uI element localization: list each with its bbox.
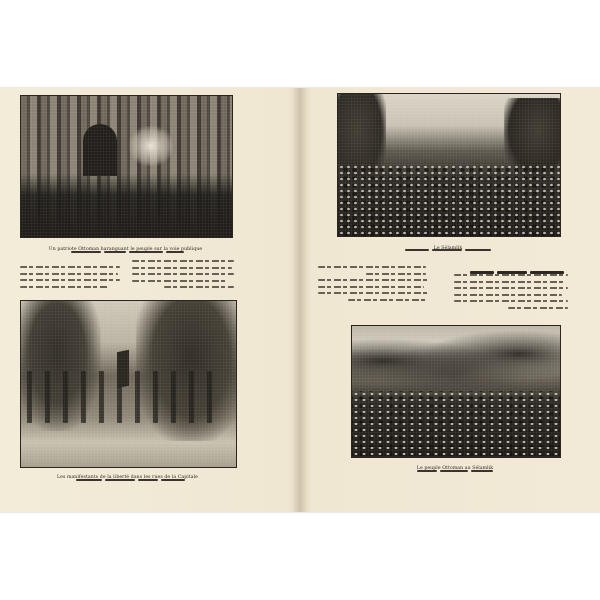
photo-patriot-haranguing-crowd bbox=[20, 95, 233, 238]
text-column-left-b bbox=[132, 260, 234, 293]
right-page bbox=[304, 88, 600, 512]
text-column-right-a bbox=[318, 266, 428, 305]
caption-photo1: Un patriote Ottoman haranguant le peuple sur la voie publique bbox=[48, 247, 203, 252]
caption-photo4: Le peuple Ottoman au Sélamlik bbox=[416, 466, 494, 471]
photo-selamlik bbox=[337, 93, 561, 237]
ottoman-caption-photo2 bbox=[394, 239, 504, 244]
caption-photo2: Le Sélamlik bbox=[433, 246, 463, 251]
left-page bbox=[0, 88, 296, 512]
text-column-right-b bbox=[454, 274, 568, 313]
ottoman-caption-photo4 bbox=[408, 460, 504, 465]
section-heading-ottoman bbox=[454, 262, 564, 268]
photo-people-at-selamlik bbox=[351, 325, 561, 458]
magazine-spread bbox=[0, 88, 600, 512]
halftone-grain bbox=[338, 94, 560, 236]
halftone-grain bbox=[352, 326, 560, 457]
photo-street-procession bbox=[20, 300, 237, 468]
ottoman-caption-photo1 bbox=[64, 241, 194, 246]
caption-photo3: Les manifestants de la liberté dans les rues de la Capitale bbox=[57, 475, 198, 480]
text-column-left-a bbox=[20, 266, 120, 292]
ottoman-caption-photo3 bbox=[72, 469, 192, 474]
halftone-grain bbox=[21, 96, 232, 237]
halftone-grain bbox=[21, 301, 236, 467]
